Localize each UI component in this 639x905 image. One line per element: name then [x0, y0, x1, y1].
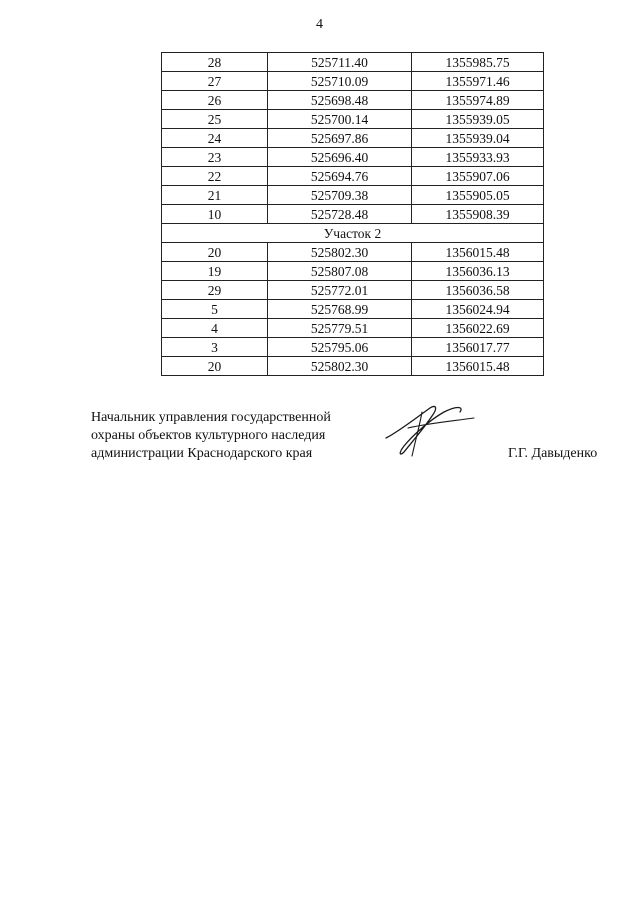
table-row — [162, 262, 544, 281]
section-title: Участок 2 — [162, 224, 544, 243]
table-row — [162, 186, 544, 205]
point-number-cell: 10 — [162, 205, 268, 224]
y-coordinate-cell: 1355985.75 — [412, 53, 544, 72]
y-coordinate-cell: 1355939.05 — [412, 110, 544, 129]
x-coordinate-cell: 525802.30 — [268, 357, 412, 376]
table-row — [162, 148, 544, 167]
y-coordinate-cell: 1355907.06 — [412, 167, 544, 186]
y-coordinate-cell: 1356036.58 — [412, 281, 544, 300]
table-row — [162, 167, 544, 186]
table-row — [162, 72, 544, 91]
x-coordinate-cell: 525710.09 — [268, 72, 412, 91]
x-coordinate-cell: 525700.14 — [268, 110, 412, 129]
y-coordinate-cell: 1355939.04 — [412, 129, 544, 148]
point-number-cell: 29 — [162, 281, 268, 300]
table-row — [162, 205, 544, 224]
point-number-cell: 28 — [162, 53, 268, 72]
y-coordinate-cell: 1356024.94 — [412, 300, 544, 319]
table-row — [162, 300, 544, 319]
point-number-cell: 24 — [162, 129, 268, 148]
x-coordinate-cell: 525694.76 — [268, 167, 412, 186]
y-coordinate-cell: 1356022.69 — [412, 319, 544, 338]
x-coordinate-cell: 525696.40 — [268, 148, 412, 167]
position-line-1: Начальник управления государственной — [91, 410, 331, 425]
x-coordinate-cell: 525779.51 — [268, 319, 412, 338]
point-number-cell: 27 — [162, 72, 268, 91]
table-row — [162, 357, 544, 376]
x-coordinate-cell: 525711.40 — [268, 53, 412, 72]
handwritten-signature — [378, 398, 478, 460]
page-number: 4 — [316, 17, 323, 32]
y-coordinate-cell: 1356017.77 — [412, 338, 544, 357]
section-header-row — [162, 224, 544, 243]
table-row — [162, 110, 544, 129]
x-coordinate-cell: 525807.08 — [268, 262, 412, 281]
point-number-cell: 26 — [162, 91, 268, 110]
table-row — [162, 243, 544, 262]
y-coordinate-cell: 1355971.46 — [412, 72, 544, 91]
x-coordinate-cell: 525768.99 — [268, 300, 412, 319]
point-number-cell: 5 — [162, 300, 268, 319]
y-coordinate-cell: 1355905.05 — [412, 186, 544, 205]
point-number-cell: 3 — [162, 338, 268, 357]
table-row — [162, 53, 544, 72]
table-row — [162, 319, 544, 338]
x-coordinate-cell: 525772.01 — [268, 281, 412, 300]
signer-name: Г.Г. Давыденко — [508, 446, 598, 461]
x-coordinate-cell: 525698.48 — [268, 91, 412, 110]
position-line-2: охраны объектов культурного наследия — [91, 428, 326, 443]
coordinates-table-body — [162, 53, 544, 376]
x-coordinate-cell: 525795.06 — [268, 338, 412, 357]
point-number-cell: 22 — [162, 167, 268, 186]
table-row — [162, 129, 544, 148]
x-coordinate-cell: 525802.30 — [268, 243, 412, 262]
y-coordinate-cell: 1356015.48 — [412, 357, 544, 376]
point-number-cell: 19 — [162, 262, 268, 281]
point-number-cell: 20 — [162, 357, 268, 376]
y-coordinate-cell: 1355908.39 — [412, 205, 544, 224]
x-coordinate-cell: 525697.86 — [268, 129, 412, 148]
point-number-cell: 4 — [162, 319, 268, 338]
y-coordinate-cell: 1356015.48 — [412, 243, 544, 262]
x-coordinate-cell: 525728.48 — [268, 205, 412, 224]
x-coordinate-cell: 525709.38 — [268, 186, 412, 205]
y-coordinate-cell: 1356036.13 — [412, 262, 544, 281]
point-number-cell: 20 — [162, 243, 268, 262]
point-number-cell: 23 — [162, 148, 268, 167]
signatory-position — [91, 409, 331, 463]
y-coordinate-cell: 1355933.93 — [412, 148, 544, 167]
point-number-cell: 21 — [162, 186, 268, 205]
table-row — [162, 91, 544, 110]
table-row — [162, 338, 544, 357]
table-row — [162, 281, 544, 300]
point-number-cell: 25 — [162, 110, 268, 129]
coordinates-table — [161, 52, 544, 376]
y-coordinate-cell: 1355974.89 — [412, 91, 544, 110]
position-line-3: администрации Краснодарского края — [91, 446, 313, 461]
